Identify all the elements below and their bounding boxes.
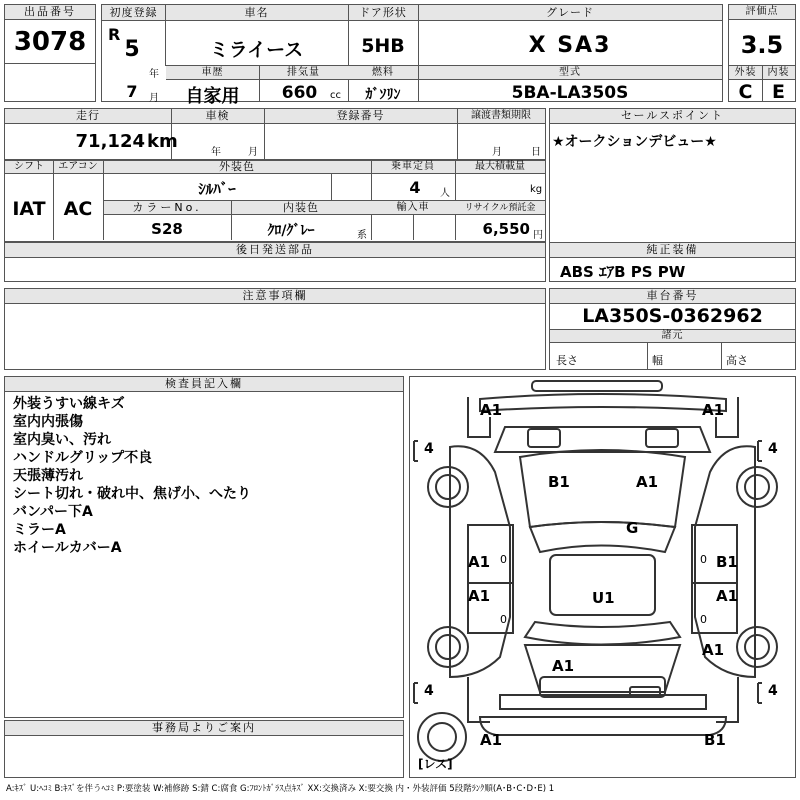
year-unit: 年 <box>149 69 159 80</box>
damage-code-hood-right: A1 <box>636 473 659 491</box>
recycle-unit: 円 <box>533 230 543 241</box>
interior-label: 内装 <box>767 67 790 78</box>
displacement-unit: cc <box>330 90 341 101</box>
length-label: 長さ <box>556 354 578 367</box>
damage-code-right-rear-door: A1 <box>716 587 739 605</box>
interior-color-suffix: 系 <box>357 230 367 241</box>
door-type-label: ドア形状 <box>359 6 407 19</box>
inspection-label: 車検 <box>205 109 230 122</box>
tread-depth-rl: 4 <box>424 683 434 699</box>
lot-number-box <box>4 4 96 102</box>
inspector-note: ホイールカバーA <box>13 540 122 556</box>
recycle-fee: 6,550 <box>482 220 530 238</box>
grade: X SA3 <box>528 33 612 58</box>
transfer-deadline-label: 譲渡書類期限 <box>471 110 531 121</box>
inspector-box <box>4 376 404 718</box>
transfer-day-unit: 日 <box>531 147 541 158</box>
inspector-note: バンパー下A <box>13 504 93 520</box>
inspector-note: 室内内張傷 <box>13 414 83 430</box>
tread-depth-rr: 4 <box>768 683 778 699</box>
legend: A:ｷｽﾞ U:ﾍｺﾐ B:ｷｽﾞを伴うﾍｺﾐ P:要塗装 W:補修跡 S:錆 C:腐食 G:ﾌﾛﾝﾄｶﾞﾗｽ点ｷｽﾞ XX:交換済み X:要交換 内・外装評価 5段階ﾗﾝｸ順(A･B･C･D･E) 1 <box>6 784 555 794</box>
registration-number-label: 登録番号 <box>336 109 385 122</box>
damage-code-rl-corner: A1 <box>480 731 503 749</box>
score-label: 評価点 <box>729 5 795 20</box>
equipment: ABS ｴｱB PS PW <box>560 263 686 281</box>
specs-label: 諸元 <box>661 330 684 341</box>
equipment-box <box>549 242 796 282</box>
damage-code-left-front-door: A1 <box>468 553 491 571</box>
office-label: 事務局よりご案内 <box>5 721 403 736</box>
displacement: 660 <box>281 83 318 103</box>
car-outline-drawing <box>410 377 795 777</box>
chassis-label: 車台番号 <box>550 289 795 304</box>
mileage: 71,124 <box>75 131 145 152</box>
grade-label: グレード <box>546 6 594 19</box>
vehicle-header-box <box>101 4 723 107</box>
damage-code-fr-corner: A1 <box>702 401 725 419</box>
exterior-label: 外装 <box>734 67 757 78</box>
shift-label: シフト <box>14 161 44 172</box>
later-parts-box <box>4 242 546 282</box>
mileage-row <box>4 108 546 160</box>
fuel-label: 燃料 <box>372 67 394 78</box>
inspector-label: 検査員記入欄 <box>5 377 403 392</box>
chassis-box <box>549 288 796 370</box>
inspector-note: 天張薄汚れ <box>13 468 83 484</box>
max-load-label: 最大積載量 <box>475 161 525 172</box>
aircon: AC <box>63 198 93 220</box>
damage-diagram <box>409 376 796 778</box>
interior-color-label: 内装色 <box>283 201 319 214</box>
import-label: 輸入車 <box>396 202 430 213</box>
color-number-label: カラーNo. <box>132 201 202 214</box>
notes-label: 注意事項欄 <box>5 289 545 304</box>
car-name-label: 車名 <box>244 6 269 19</box>
exterior-grade: C <box>738 81 753 103</box>
month-unit: 月 <box>149 93 159 104</box>
score-box <box>728 4 796 102</box>
inspector-note: 室内臭い、汚れ <box>13 432 111 448</box>
lot-number-label: 出品番号 <box>5 5 95 20</box>
first-reg-year: 5 <box>124 37 140 62</box>
score: 3.5 <box>740 31 784 59</box>
notes-box <box>4 288 546 370</box>
recycle-label: リサイクル預託金 <box>464 203 536 213</box>
office-box <box>4 720 404 778</box>
tread-depth-fl: 4 <box>424 441 434 457</box>
lot-number: 3078 <box>13 27 87 57</box>
zero-mark: 0 <box>500 613 507 626</box>
era: R <box>108 25 121 44</box>
sales-point: ★オークションデビュー★ <box>552 134 717 150</box>
zero-mark: 0 <box>500 553 507 566</box>
damage-code-right-rear-quarter: A1 <box>702 641 725 659</box>
model: 5BA-LA350S <box>511 83 629 103</box>
model-label: 型式 <box>559 67 581 78</box>
zero-mark: 0 <box>700 553 707 566</box>
car-name: ミライース <box>209 39 304 61</box>
sales-point-box <box>549 108 796 256</box>
exterior-color: ｼﾙﾊﾞｰ <box>198 180 236 198</box>
later-parts-label: 後日発送部品 <box>5 243 545 258</box>
fuel: ｶﾞｿﾘﾝ <box>365 87 401 103</box>
spare-tire-label: [レス] <box>418 757 453 771</box>
color-number: S28 <box>151 220 183 238</box>
capacity-unit: 人 <box>440 188 450 199</box>
damage-code-rr-corner: B1 <box>704 731 726 749</box>
damage-code-roof: U1 <box>592 589 615 607</box>
equipment-label: 純正装備 <box>550 243 795 258</box>
shift: IAT <box>12 198 46 220</box>
history-label: 車歴 <box>201 67 224 78</box>
first-registration-label: 初度登録 <box>109 6 158 19</box>
width-label: 幅 <box>652 354 663 367</box>
damage-code-right-front-door: B1 <box>716 553 738 571</box>
damage-code-rear-center: A1 <box>552 657 575 675</box>
inspector-note: ミラーA <box>13 522 66 538</box>
transfer-month-unit: 月 <box>492 147 502 158</box>
aircon-label: エアコン <box>58 161 98 172</box>
damage-code-left-rear-door: A1 <box>468 587 491 605</box>
mileage-unit: km <box>147 131 178 152</box>
chassis-number: LA350S-0362962 <box>582 305 763 327</box>
height-label: 高さ <box>726 354 748 367</box>
displacement-label: 排気量 <box>287 67 320 78</box>
damage-code-hood-left: B1 <box>548 473 570 491</box>
inspection-year-unit: 年 <box>211 147 221 158</box>
capacity: 4 <box>409 178 421 197</box>
door-type: 5HB <box>361 35 405 57</box>
tread-depth-fr: 4 <box>768 441 778 457</box>
first-reg-month: 7 <box>126 82 138 101</box>
zero-mark: 0 <box>700 613 707 626</box>
interior-color: ｸﾛ/ｸﾞﾚｰ <box>267 223 315 239</box>
spec-row <box>4 160 546 242</box>
history: 自家用 <box>185 86 240 107</box>
inspector-note: ハンドルグリップ不良 <box>13 450 153 466</box>
max-load-unit: kg <box>530 184 543 195</box>
sales-point-label: セールスポイント <box>550 109 795 124</box>
inspector-note: シート切れ・破れ中、焦げ小、へたり <box>13 486 251 502</box>
inspector-note: 外装うすい線キズ <box>13 396 125 412</box>
interior-grade: E <box>772 81 785 103</box>
capacity-label: 乗車定員 <box>391 161 435 172</box>
inspection-month-unit: 月 <box>248 147 258 158</box>
mileage-label: 走行 <box>76 109 100 122</box>
damage-code-windshield: G <box>626 519 639 537</box>
damage-code-fl-corner: A1 <box>480 401 503 419</box>
exterior-color-label: 外装色 <box>219 160 255 173</box>
